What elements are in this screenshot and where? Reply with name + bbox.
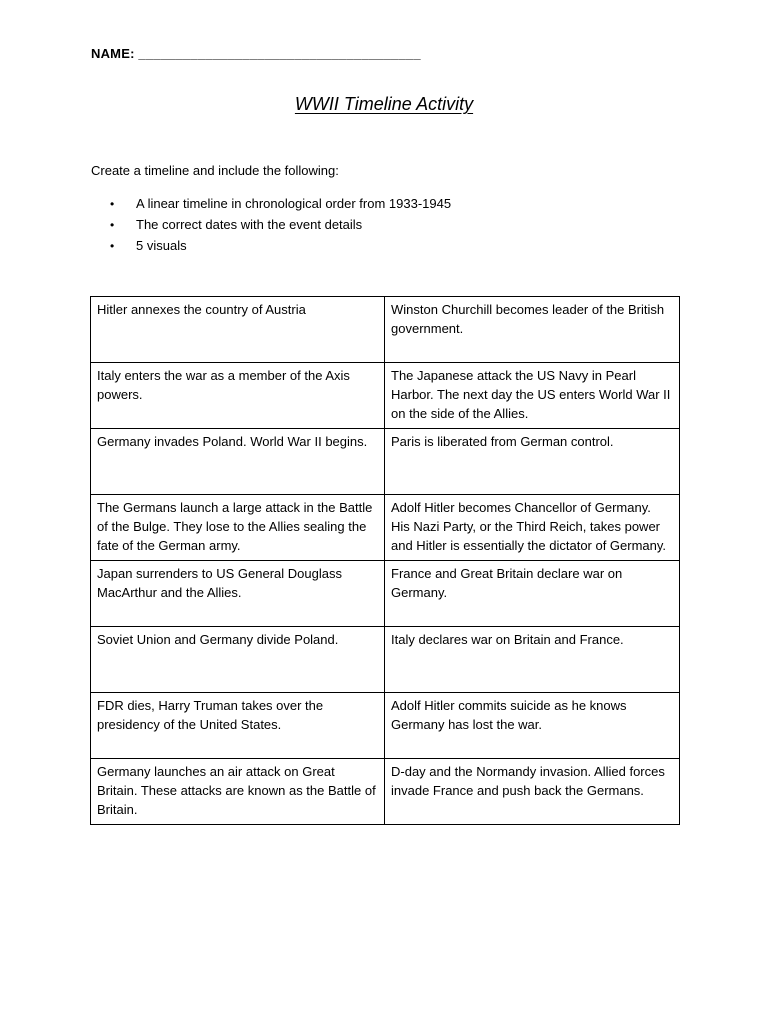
event-cell: Germany invades Poland. World War II begins. [91, 429, 385, 495]
event-cell: Italy enters the war as a member of the Axis powers. [91, 363, 385, 429]
list-item [110, 235, 451, 256]
table-row [91, 627, 680, 693]
events-table [90, 296, 680, 825]
table-row [91, 363, 680, 429]
list-item [110, 193, 451, 214]
event-cell: Germany launches an air attack on Great Britain. These attacks are known as the Battle of Britain. [91, 759, 385, 825]
table-row [91, 495, 680, 561]
event-cell: Hitler annexes the country of Austria [91, 297, 385, 363]
event-cell: D-day and the Normandy invasion. Allied forces invade France and push back the Germans. [385, 759, 680, 825]
table-row [91, 297, 680, 363]
event-cell: Japan surrenders to US General Douglass MacArthur and the Allies. [91, 561, 385, 627]
event-cell: Italy declares war on Britain and France. [385, 627, 680, 693]
event-cell: Soviet Union and Germany divide Poland. [91, 627, 385, 693]
event-cell: FDR dies, Harry Truman takes over the presidency of the United States. [91, 693, 385, 759]
event-cell: The Germans launch a large attack in the Battle of the Bulge. They lose to the Allies sealing the fate of the German army. [91, 495, 385, 561]
table-row [91, 561, 680, 627]
table-row [91, 759, 680, 825]
bullet-icon: • [110, 196, 115, 211]
event-cell: Adolf Hitler becomes Chancellor of Germany. His Nazi Party, or the Third Reich, takes power and Hitler is essentially the dictator of Germany. [385, 495, 680, 561]
table-row [91, 429, 680, 495]
list-item-text: 5 visuals [136, 238, 187, 253]
requirements-list [110, 193, 451, 256]
bullet-icon: • [110, 238, 115, 253]
list-item-text: A linear timeline in chronological order from 1933-1945 [136, 196, 452, 211]
list-item [110, 214, 451, 235]
event-cell: The Japanese attack the US Navy in Pearl Harbor. The next day the US enters World War II on the side of the Allies. [385, 363, 680, 429]
page-title: WWII Timeline Activity [294, 94, 474, 114]
table-row [91, 693, 680, 759]
name-field-line: NAME: ______________________________________ [91, 46, 421, 61]
event-cell: France and Great Britain declare war on Germany. [385, 561, 680, 627]
bullet-icon: • [110, 217, 115, 232]
event-cell: Adolf Hitler commits suicide as he knows Germany has lost the war. [385, 693, 680, 759]
event-cell: Winston Churchill becomes leader of the British government. [385, 297, 680, 363]
instructions-text: Create a timeline and include the following: [91, 163, 339, 178]
event-cell: Paris is liberated from German control. [385, 429, 680, 495]
list-item-text: The correct dates with the event details [136, 217, 363, 232]
